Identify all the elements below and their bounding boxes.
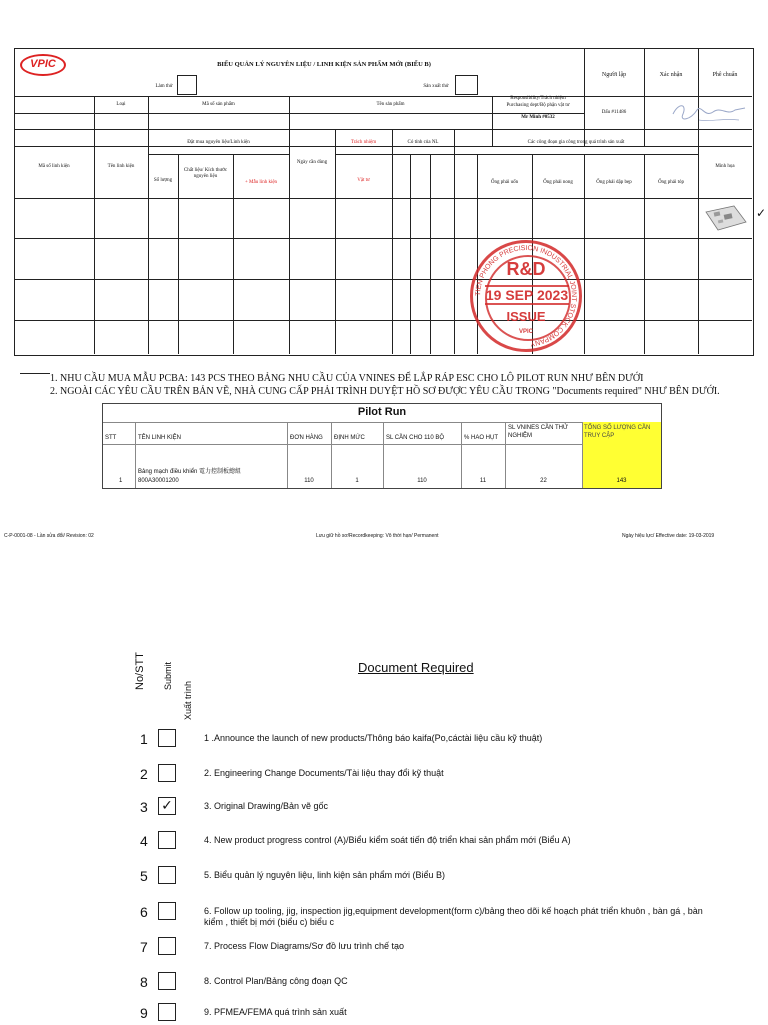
document-item-label: 7. Process Flow Diagrams/Sơ đồ lưu trình chế tạo (204, 941, 405, 951)
document-submit-checkbox[interactable]: ✓ (158, 797, 176, 815)
document-item-number: 2 (140, 766, 148, 782)
ong-phai-top-label: Ống phải tóp (657, 180, 685, 185)
document-item-label: 4. New product progress control (A)/Biểu kiểm soát tiến độ triển khai sản phẩm mới (Biểu A) (204, 835, 571, 845)
responsibility-label: Responsibility/Trách nhiệm (510, 96, 566, 101)
rd-issue-stamp (470, 240, 582, 352)
chat-lieu-label: Chất liệu/ Kích thước nguyên liệu (183, 168, 228, 179)
co-tinh-label: Có tính của NL (407, 140, 439, 145)
footer-effective-date: Ngày hiệu lực/ Effective date: 19-03-2019 (622, 533, 715, 539)
so-luong-label: Số lượng (153, 178, 173, 183)
col-no-label: No/STT (134, 652, 146, 690)
pilot-row-dinh-muc: 1 (355, 478, 359, 484)
lam-thu-label: Làm thử (155, 84, 173, 89)
document-required-title: Document Required (358, 660, 474, 675)
trach-nhiem-label: Trách nhiệm (350, 140, 377, 145)
pilot-row-tong: 143 (616, 478, 627, 484)
dat-mua-label: Đặt mua nguyên liệu/Linh kiện (187, 140, 250, 145)
stamp-dept: R&D (506, 259, 546, 279)
mr-minh-label: Mr Minh #0532 (521, 115, 555, 120)
pilot-row-sl-vnines: 22 (540, 478, 547, 484)
note-line-1: 1. NHU CẦU MUA MẪU PCBA: 143 PCS THEO BẢNG NHU CẦU CỦA VNINES ĐỂ LẮP RÁP ESC CHO LÔ PILOT RUN NHƯ BÊN DƯỚI (50, 373, 644, 384)
pilot-header-hao-hut: % HAO HỤT (464, 435, 499, 441)
col-xuat-label: Xuất trình (183, 680, 193, 720)
notes-underline (20, 373, 50, 374)
document-submit-checkbox[interactable] (158, 1003, 176, 1021)
pcb-illustration-icon (704, 204, 748, 234)
ngay-can-dung-label: Ngày cần dùng (296, 160, 328, 165)
form-title: BIỂU QUẢN LÝ NGUYÊN LIỆU / LINH KIỆN SẢN PHẨM MỚI (BIỂU B) (217, 61, 431, 68)
document-item-label: 5. Biểu quản lý nguyên liệu, linh kiện sản phẩm mới (Biểu B) (204, 870, 446, 880)
pilot-row-don-hang: 110 (304, 478, 314, 484)
pilot-header-sl-can: SL CẦN CHO 110 BỘ (386, 435, 445, 441)
san-xuat-thu-checkbox[interactable] (455, 75, 478, 95)
document-item-number: 3 (140, 799, 148, 815)
ten-san-pham-label: Tên sản phẩm (376, 102, 405, 107)
ong-phai-dap-bep-label: Ống phải dập bẹp (596, 180, 632, 185)
document-item-label: 1 .Announce the launch of new products/Thông báo kaifa(Po,cáctài liệu cầu kỹ thuật) (204, 733, 543, 743)
nguoi-lap-label: Người lập (601, 72, 627, 78)
document-item-number: 1 (140, 731, 148, 747)
document-item-label: 2. Engineering Change Documents/Tài liệu thay đổi kỹ thuật (204, 768, 444, 778)
pilot-header-ten: TÊN LINH KIỆN (138, 435, 182, 441)
document-item-number: 8 (140, 974, 148, 990)
document-item-number: 6 (140, 904, 148, 920)
form-b-table (14, 48, 754, 356)
checkmark-icon: ✓ (756, 206, 767, 220)
minh-hoa-label: Minh họa (715, 164, 735, 169)
pilot-run-table (102, 403, 662, 489)
document-item-number: 7 (140, 939, 148, 955)
pilot-header-sl-vnines: SL VNINES CẦN THỬ NGHIỆM (508, 425, 569, 439)
document-submit-checkbox[interactable] (158, 729, 176, 747)
ma-so-linh-kien-label: Mã số linh kiện (38, 164, 70, 169)
footer-recordkeeping: Lưu giữ hồ sơ/Recordkeeping: Vô thời hạn/ Permanent (316, 533, 439, 539)
document-item-number: 4 (140, 833, 148, 849)
loai-label: Loại (116, 102, 126, 107)
lam-thu-checkbox[interactable] (177, 75, 197, 95)
document-item-label: 6. Follow up tooling, jig, inspection jig,equipment development(form c)/bảng theo dõi kế hoạch phát triển khuôn , bàn gá , bàn kiểm , thiết bị mới (biểu c) biểu c (204, 906, 703, 927)
ma-so-san-pham-label: Mã số sản phẩm (202, 102, 235, 107)
pilot-row-stt: 1 (119, 478, 123, 484)
pilot-header-dinh-muc: ĐỊNH MỨC (334, 435, 365, 441)
signature-icon (669, 100, 749, 126)
document-submit-checkbox[interactable] (158, 831, 176, 849)
col-submit-label: Submit (163, 661, 173, 690)
document-submit-checkbox[interactable] (158, 972, 176, 990)
document-submit-checkbox[interactable] (158, 866, 176, 884)
document-item-label: 9. PFMEA/FEMA quá trình sản xuất (204, 1007, 347, 1017)
pilot-header-don-hang: ĐƠN HÀNG (290, 435, 323, 441)
cac-cong-doan-label: Các công đoạn gia công trong quá trình sản xuất (527, 140, 625, 145)
document-item-label: 3. Original Drawing/Bản vẽ gốc (204, 801, 329, 811)
pilot-row-hao-hut: 11 (479, 478, 487, 484)
document-submit-checkbox[interactable] (158, 937, 176, 955)
ong-phai-nong-label: Ống phải nong (543, 180, 573, 185)
document-item-label: 8. Control Plan/Bảng công đoạn QC (204, 976, 348, 986)
phe-chuan-label: Phê chuẩn (712, 72, 738, 78)
pilot-row-name: Bảng mạch điều khiển 電力控制板總組 (138, 469, 242, 475)
ten-linh-kien-label: Tên linh kiện (107, 164, 135, 169)
stamp-bottom: VPIC (518, 329, 533, 335)
pilot-header-tong: TỔNG SỐ LƯỢNG CẦN TRUY CẬP (584, 425, 651, 439)
pilot-header-stt: STT (105, 435, 117, 441)
mau-linh-kien-label: + Mẫu linh kiện (244, 180, 278, 185)
note-line-2: 2. NGOÀI CÁC YÊU CẦU TRÊN BẢN VẼ, NHÀ CUNG CẤP PHẢI TRÌNH DUYỆT HỒ SƠ ĐƯỢC YÊU CẦU TRONG "Documents required" NHƯ BÊN DƯỚI. (50, 386, 720, 397)
document-submit-checkbox[interactable] (158, 764, 176, 782)
stamp-ring-text: TIEN PHONG PRECISION INDUSTRIAL JOINT STOCK COMPANY (474, 244, 578, 347)
document-item-number: 5 (140, 868, 148, 884)
ong-phai-uon-label: Ống phải uốn (490, 180, 519, 185)
pilot-run-title: Pilot Run (357, 406, 407, 418)
pilot-row-sl-can: 110 (417, 478, 427, 484)
stamp-status: ISSUE (506, 309, 546, 324)
pilot-row-code: 800A30001200 (138, 478, 179, 484)
document-item-number: 9 (140, 1005, 148, 1021)
stamp-date: 19 SEP 2023 (485, 287, 569, 303)
vat-tu-label: Vật tư (357, 178, 370, 183)
dau-label: Dấu #11486 (601, 110, 627, 115)
xac-nhan-label: Xác nhận (659, 72, 683, 78)
san-xuat-thu-label: Sản xuất thử (423, 84, 449, 89)
vpic-logo: VPIC (20, 54, 66, 76)
purchasing-label: Purchasing dept/Bộ phận vật tư (506, 103, 570, 108)
footer-revision: C-P-0001-08 - Lần sửa đổi/ Revision: 02 (4, 533, 94, 539)
document-submit-checkbox[interactable] (158, 902, 176, 920)
